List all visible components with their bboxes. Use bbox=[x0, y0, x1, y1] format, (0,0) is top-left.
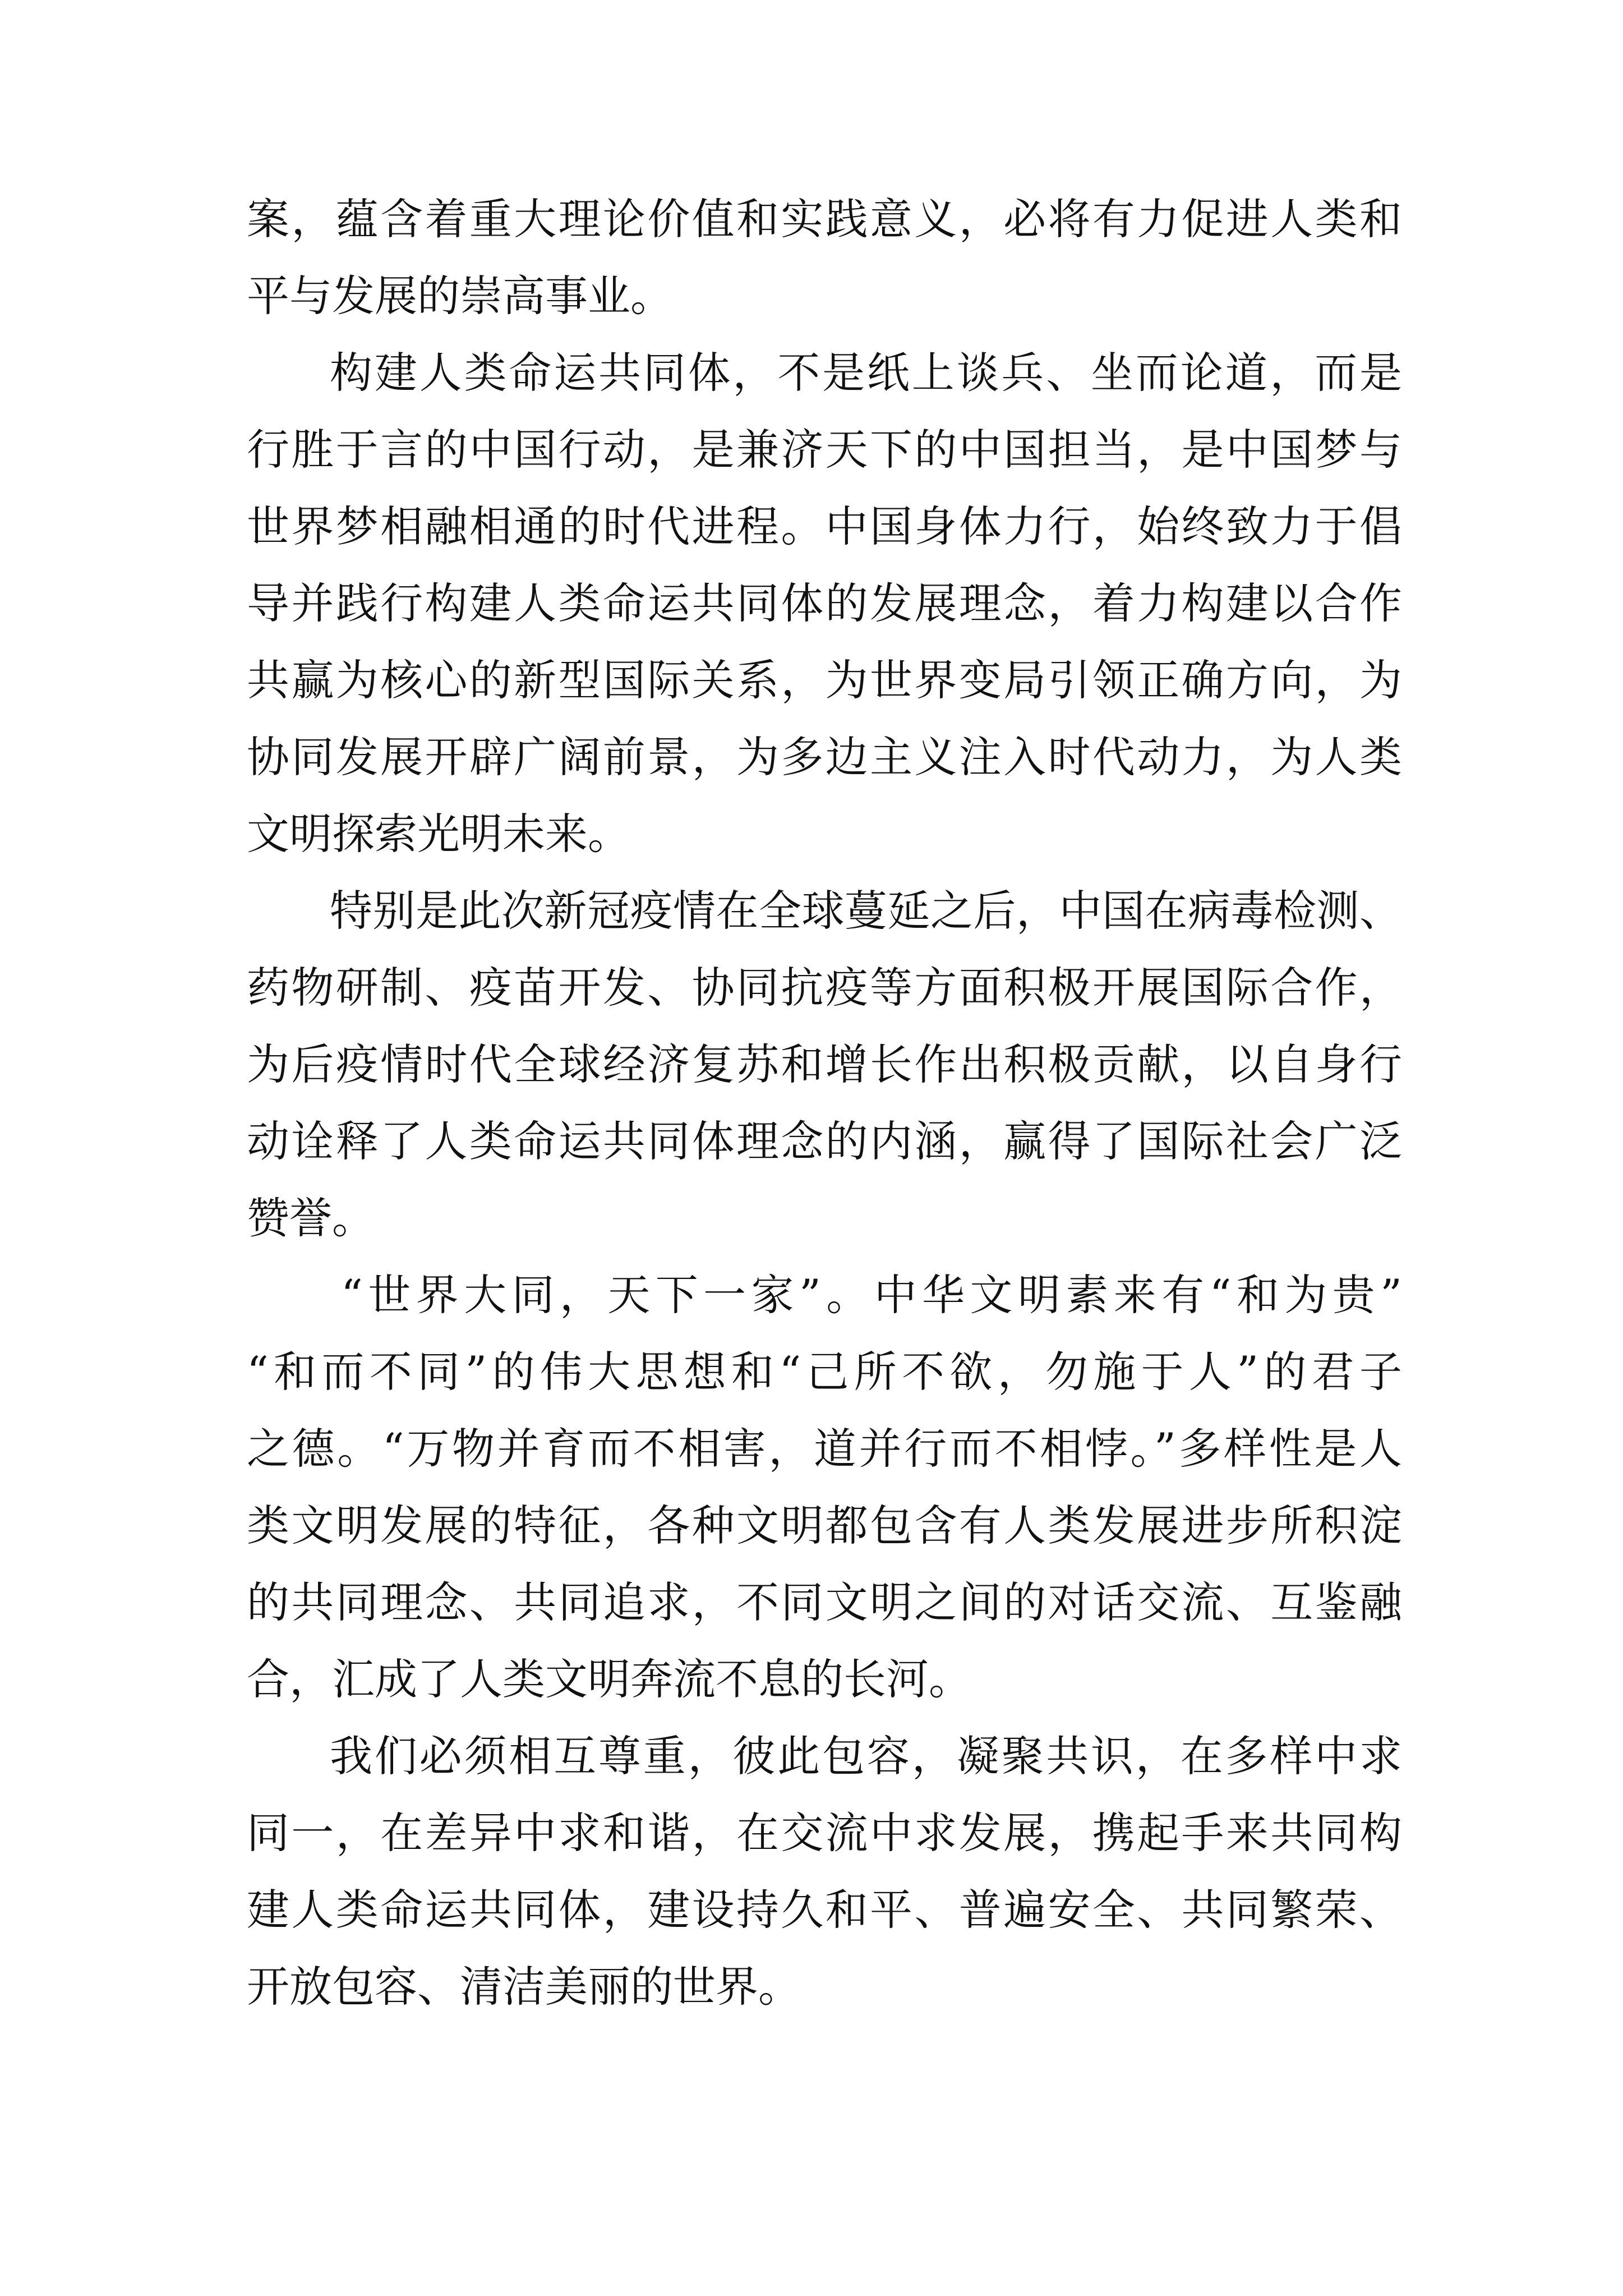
text-line: 平与发展的崇高事业。 bbox=[247, 271, 673, 321]
text-line: 协同发展开辟广阔前景，为多边主义注入时代动力，为人类 bbox=[247, 732, 1402, 782]
text-line: 文明探索光明未来。 bbox=[247, 809, 630, 859]
text-line: 世界梦相融相通的时代进程。中国身体力行，始终致力于倡 bbox=[247, 501, 1402, 551]
text-line: 为后疫情时代全球经济复苏和增长作出积极贡献，以自身行 bbox=[247, 1039, 1402, 1089]
text-line: 药物研制、疫苗开发、协同抗疫等方面积极开展国际合作， bbox=[247, 963, 1402, 1013]
text-line: “世界大同，天下一家”。中华文明素来有“和为贵” bbox=[341, 1270, 1402, 1320]
text-line: “和而不同”的伟大思想和“己所不欲，勿施于人”的君子 bbox=[247, 1347, 1402, 1397]
text-line: 构建人类命运共同体，不是纸上谈兵、坐而论道，而是 bbox=[330, 348, 1402, 398]
paragraph-2 bbox=[247, 334, 1402, 872]
text-line: 动诠释了人类命运共同体理念的内涵，赢得了国际社会广泛 bbox=[247, 1116, 1402, 1166]
text-line: 共赢为核心的新型国际关系，为世界变局引领正确方向，为 bbox=[247, 655, 1402, 705]
text-line: 同一，在差异中求和谐，在交流中求发展，携起手来共同构 bbox=[247, 1808, 1402, 1858]
document-body bbox=[247, 181, 1402, 2025]
text-line: 开放包容、清洁美丽的世界。 bbox=[247, 1962, 801, 2012]
text-line: 行胜于言的中国行动，是兼济天下的中国担当，是中国梦与 bbox=[247, 425, 1402, 475]
text-line: 赞誉。 bbox=[247, 1193, 375, 1243]
text-line: 案，蕴含着重大理论价值和实践意义，必将有力促进人类和 bbox=[247, 194, 1402, 244]
paragraph-1 bbox=[247, 181, 1402, 334]
text-line: 我们必须相互尊重，彼此包容，凝聚共识，在多样中求 bbox=[330, 1731, 1402, 1781]
text-line: 导并践行构建人类命运共同体的发展理念，着力构建以合作 bbox=[247, 578, 1402, 628]
text-line: 类文明发展的特征，各种文明都包含有人类发展进步所积淀 bbox=[247, 1501, 1402, 1550]
paragraph-4 bbox=[247, 1257, 1402, 1718]
text-line: 合，汇成了人类文明奔流不息的长河。 bbox=[247, 1654, 971, 1704]
text-line: 建人类命运共同体，建设持久和平、普遍安全、共同繁荣、 bbox=[247, 1885, 1402, 1935]
text-line: 特别是此次新冠疫情在全球蔓延之后，中国在病毒检测、 bbox=[330, 886, 1402, 936]
paragraph-5 bbox=[247, 1718, 1402, 2025]
text-line: 的共同理念、共同追求，不同文明之间的对话交流、互鉴融 bbox=[247, 1577, 1402, 1627]
paragraph-3 bbox=[247, 872, 1402, 1257]
text-line: 之德。“万物并育而不相害，道并行而不相悖。”多样性是人 bbox=[247, 1424, 1402, 1474]
